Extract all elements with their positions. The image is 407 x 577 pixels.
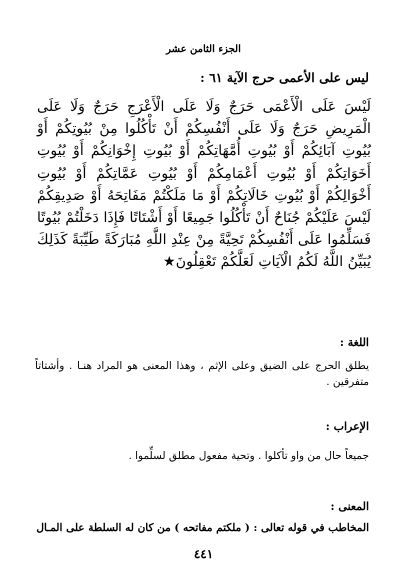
page-number: ٤٤١: [193, 547, 214, 561]
quran-verse-block: [37, 96, 371, 274]
verse-text: لَيْسَ عَلَى الْأَعْمَى حَرَجٌ وَلَا عَلَى الْأَعْرَجِ حَرَجٌ وَلَا عَلَى الْمَرِيضِ حَرَجٌ وَلَا عَلَى أَنْفُسِكُمْ أَنْ تَأْكُلُوا مِنْ بُيُوتِكُمْ أَوْ بُيُوتِ آبَائِكُمْ أَوْ بُيُوتِ أُمَّهَاتِكُمْ أَوْ بُيُوتِ إِخْوَانِكُمْ أَوْ بُيُوتِ أَخَوَاتِكُمْ أَوْ بُيُوتِ أَعْمَامِكُمْ أَوْ بُيُوتِ عَمَّاتِكُمْ أَوْ بُيُوتِ أَخْوَالِكُمْ أَوْ بُيُوتِ خَالَاتِكُمْ أَوْ مَا مَلَكْتُمْ مَفَاتِحَهُ أَوْ صَدِيقِكُمْ لَيْسَ عَلَيْكُمْ جُنَاحٌ أَنْ تَأْكُلُوا جَمِيعًا أَوْ أَشْتَاتًا فَإِذَا دَخَلْتُمْ بُيُوتًا فَسَلِّمُوا عَلَى أَنْفُسِكُمْ تَحِيَّةً مِنْ عِنْدِ اللَّهِ مُبَارَكَةً طَيِّبَةً كَذَلِكَ يُبَيِّنُ اللَّهُ لَكُمُ الْآيَاتِ لَعَلَّكُمْ تَعْقِلُونَ: [37, 99, 371, 271]
paragraph-lugha: يطلق الحرج على الضيق وعلى الإثم ، وهذا المعنى هو المراد هنـا . وأشتاتاً متفرقين .: [35, 360, 369, 388]
verse-end-star-icon: ★: [163, 254, 176, 271]
running-title: الجزء الثامن عشر: [166, 44, 241, 55]
paragraph-mana: المخاطب في قوله تعالى : ( ملكتم مفاتحه ) من كان له السلطة على المـال: [36, 522, 369, 534]
heading-lugha: اللغة :: [339, 336, 369, 349]
heading-mana: المعنى :: [330, 500, 369, 513]
section-title: ليس على الأعمى حرج الآية ٦١ :: [200, 70, 369, 85]
paragraph-irab: جميعاً حال من واو تأكلوا . وتحية مفعول مطلق لسلِّموا .: [128, 450, 369, 462]
heading-irab: الإعراب :: [325, 420, 369, 433]
